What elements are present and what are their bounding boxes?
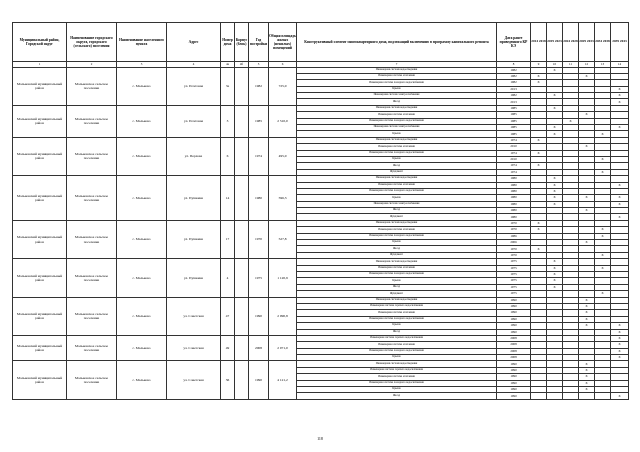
area-cell: 2 090,8: [269, 297, 297, 335]
period-mark-cell: X: [547, 265, 563, 271]
period-mark-cell: [595, 393, 611, 399]
district-cell: Мальковский муниципальный район: [13, 105, 67, 137]
column-number: 4а: [221, 62, 235, 68]
column-number: 13: [595, 62, 611, 68]
previous-repair-cell: 1974: [497, 169, 531, 175]
previous-repair-cell: 1974: [497, 150, 531, 156]
previous-repair-cell: 1985: [497, 125, 531, 131]
district-cell: Мальковский муниципальный район: [13, 67, 67, 105]
period-mark-cell: X: [595, 131, 611, 137]
period-mark-cell: X: [563, 118, 579, 124]
previous-repair-cell: 1975: [497, 291, 531, 297]
locality-cell: с. Мальково: [117, 176, 167, 221]
previous-repair-cell: 1980: [497, 195, 531, 201]
period-mark-cell: X: [531, 150, 547, 156]
period-mark-cell: X: [611, 348, 629, 354]
period-mark-cell: X: [547, 67, 563, 73]
period-mark-cell: X: [547, 188, 563, 194]
column-number: 11: [563, 62, 579, 68]
previous-repair-cell: 2008: [497, 355, 531, 361]
element-name-cell: Инженерная система отопления: [297, 310, 497, 316]
period-mark-cell: X: [531, 73, 547, 79]
house-number-cell: 17: [221, 220, 235, 258]
element-name-cell: Инженерная система водоотведения: [297, 105, 497, 111]
col-header-previous-repair: Дата ранее проведенного КР КЭ: [497, 23, 531, 62]
period-mark-cell: X: [595, 227, 611, 233]
period-mark-cell: X: [547, 201, 563, 207]
period-mark-cell: X: [531, 220, 547, 226]
element-name-cell: Фасад: [297, 246, 497, 252]
previous-repair-cell: 2010: [497, 144, 531, 150]
element-name-cell: Фасад: [297, 163, 497, 169]
column-number: 2: [67, 62, 117, 68]
col-header-period-2039-2043: 2039 2043: [611, 23, 629, 62]
col-header-period-2024-2028: 2024 2028: [563, 23, 579, 62]
district-cell: Мальковский муниципальный район: [13, 259, 67, 297]
period-mark-cell: X: [595, 233, 611, 239]
period-mark-cell: X: [595, 291, 611, 297]
street-cell: ул. Пушкина: [167, 176, 221, 221]
col-header-build-year: Год постройки: [249, 23, 269, 62]
locality-cell: с. Мальково: [117, 297, 167, 335]
previous-repair-cell: 1990: [497, 393, 531, 399]
period-mark-cell: X: [531, 227, 547, 233]
header-row: [13, 23, 629, 62]
period-mark-cell: X: [579, 316, 595, 322]
period-mark-cell: X: [547, 182, 563, 188]
element-name-cell: Инженерная система горячего водоснабжения: [297, 367, 497, 373]
element-name-cell: Инженерная система холодного водоснабжения: [297, 150, 497, 156]
previous-repair-cell: 1985: [497, 105, 531, 111]
settlement-cell: Мальковское сельское поселение: [67, 259, 117, 297]
element-name-cell: Фундамент: [297, 252, 497, 258]
build-year-cell: 1980: [249, 176, 269, 221]
element-name-cell: Крыша: [297, 323, 497, 329]
house-number-cell: 47: [221, 297, 235, 335]
period-mark-cell: X: [579, 112, 595, 118]
col-header-area: Общая площадь жилых (нежилых) помещений: [269, 23, 297, 62]
col-header-period-2019-2023: 2019 2023: [547, 23, 563, 62]
previous-repair-cell: 1990: [497, 310, 531, 316]
street-cell: ул. Пушкина: [167, 259, 221, 297]
locality-cell: с. Мальково: [117, 361, 167, 399]
building-cell: [235, 105, 249, 137]
previous-repair-cell: 1990: [497, 329, 531, 335]
period-mark-cell: X: [547, 125, 563, 131]
period-mark-cell: X: [611, 86, 629, 92]
previous-repair-cell: 1980: [497, 188, 531, 194]
column-number: 12: [579, 62, 595, 68]
period-mark-cell: X: [611, 93, 629, 99]
period-mark-cell: X: [579, 367, 595, 373]
element-name-cell: Фасад: [297, 99, 497, 105]
element-name-cell: Инженерная система водоотведения: [297, 137, 497, 143]
locality-cell: с. Мальково: [117, 67, 167, 105]
element-name-cell: Инженерная система холодного водоснабжения: [297, 188, 497, 194]
street-cell: ул. Перхова: [167, 137, 221, 175]
element-name-cell: Инженерная система горячего водоснабжения: [297, 303, 497, 309]
previous-repair-cell: 1985: [497, 118, 531, 124]
period-mark-cell: X: [611, 323, 629, 329]
element-name-cell: Фасад: [297, 284, 497, 290]
element-name-cell: Инженерная система холодного водоснабжения: [297, 348, 497, 354]
element-name-cell: Фасад: [297, 329, 497, 335]
previous-repair-cell: 1975: [497, 278, 531, 284]
street-cell: ул. Пушкина: [167, 220, 221, 258]
street-cell: ул. Советская: [167, 297, 221, 335]
build-year-cell: 1975: [249, 259, 269, 297]
period-mark-cell: X: [579, 380, 595, 386]
house-number-cell: 6: [221, 137, 235, 175]
previous-repair-cell: 1990: [497, 380, 531, 386]
element-name-cell: Инженерная система отопления: [297, 182, 497, 188]
build-year-cell: 1974: [249, 137, 269, 175]
previous-repair-cell: 1990: [497, 367, 531, 373]
element-name-cell: Фундамент: [297, 214, 497, 220]
element-name-cell: Инженерная система отопления: [297, 374, 497, 380]
house-number-cell: 36: [221, 361, 235, 399]
page-number: 118: [317, 436, 323, 441]
element-name-cell: Инженерная система водоотведения: [297, 361, 497, 367]
building-cell: [235, 259, 249, 297]
element-name-cell: Инженерная система электроснабжения: [297, 125, 497, 131]
capital-repair-table: [12, 22, 629, 400]
col-header-locality: Наименование населенного пункта: [117, 23, 167, 62]
element-name-cell: Инженерная система отопления: [297, 342, 497, 348]
settlement-cell: Мальковское сельское поселение: [67, 67, 117, 105]
period-mark-cell: X: [579, 297, 595, 303]
period-mark-cell: X: [579, 303, 595, 309]
element-name-cell: Инженерная система водоотведения: [297, 67, 497, 73]
previous-repair-cell: 1975: [497, 284, 531, 290]
previous-repair-cell: 2006: [497, 240, 531, 246]
previous-repair-cell: 1982: [497, 67, 531, 73]
previous-repair-cell: 1970: [497, 220, 531, 226]
previous-repair-cell: 1974: [497, 137, 531, 143]
period-mark-cell: X: [579, 208, 595, 214]
locality-cell: с. Мальково: [117, 259, 167, 297]
element-name-cell: Инженерная система водоотведения: [297, 176, 497, 182]
district-cell: Мальковский муниципальный район: [13, 137, 67, 175]
previous-repair-cell: 1970: [497, 252, 531, 258]
period-mark-cell: X: [611, 355, 629, 361]
building-cell: [235, 176, 249, 221]
period-mark-cell: X: [531, 137, 547, 143]
element-name-cell: Инженерная система водоотведения: [297, 259, 497, 265]
period-mark-cell: X: [611, 329, 629, 335]
previous-repair-cell: 1980: [497, 176, 531, 182]
area-cell: 1 120,9: [269, 259, 297, 297]
element-name-cell: Инженерная система отопления: [297, 73, 497, 79]
building-cell: [235, 297, 249, 335]
previous-repair-cell: 1985: [497, 131, 531, 137]
element-name-cell: Крыша: [297, 355, 497, 361]
col-header-address: Адрес: [167, 23, 221, 62]
previous-repair-cell: 1985: [497, 112, 531, 118]
period-mark-cell: X: [579, 144, 595, 150]
build-year-cell: 1990: [249, 361, 269, 399]
table-body: [13, 67, 629, 399]
street-cell: ул. Почтовая: [167, 105, 221, 137]
house-number-cell: 3а: [221, 67, 235, 105]
previous-repair-cell: 1970: [497, 227, 531, 233]
previous-repair-cell: 1990: [497, 316, 531, 322]
street-cell: ул. Почтовая: [167, 67, 221, 105]
area-cell: 2 510,0: [269, 105, 297, 137]
previous-repair-cell: 1975: [497, 272, 531, 278]
area-cell: 4 121,2: [269, 361, 297, 399]
period-mark-cell: X: [579, 387, 595, 393]
area-cell: 2 071,0: [269, 335, 297, 361]
element-name-cell: Крыша: [297, 131, 497, 137]
element-name-cell: Крыша: [297, 86, 497, 92]
period-mark-cell: X: [595, 252, 611, 258]
settlement-cell: Мальковское сельское поселение: [67, 220, 117, 258]
previous-repair-cell: 2008: [497, 342, 531, 348]
period-mark-cell: X: [579, 374, 595, 380]
area-cell: 527,8: [269, 220, 297, 258]
district-cell: Мальковский муниципальный район: [13, 335, 67, 361]
period-mark-cell: X: [531, 246, 547, 252]
building-cell: [235, 67, 249, 105]
previous-repair-cell: 2010: [497, 156, 531, 162]
period-mark-cell: X: [579, 195, 595, 201]
period-mark-cell: X: [579, 240, 595, 246]
element-name-cell: Инженерная система холодного водоснабжения: [297, 233, 497, 239]
district-cell: Мальковский муниципальный район: [13, 361, 67, 399]
previous-repair-cell: 1975: [497, 259, 531, 265]
period-mark-cell: X: [547, 176, 563, 182]
previous-repair-cell: 1986: [497, 233, 531, 239]
house-number-cell: 3: [221, 105, 235, 137]
period-mark-cell: X: [611, 99, 629, 105]
period-mark-cell: X: [547, 105, 563, 111]
period-mark-cell: X: [579, 310, 595, 316]
element-name-cell: Крыша: [297, 278, 497, 284]
build-year-cell: 1985: [249, 105, 269, 137]
previous-repair-cell: 1980: [497, 182, 531, 188]
period-mark-cell: X: [611, 214, 629, 220]
column-number: 7: [297, 62, 497, 68]
period-mark-cell: [563, 393, 579, 399]
build-year-cell: 1970: [249, 220, 269, 258]
house-number-cell: 14: [221, 176, 235, 221]
previous-repair-cell: 1982: [497, 80, 531, 86]
element-name-cell: Фасад: [297, 208, 497, 214]
element-name-cell: Крыша: [297, 195, 497, 201]
element-name-cell: Инженерная система холодного водоснабжения: [297, 118, 497, 124]
locality-cell: с. Мальково: [117, 220, 167, 258]
period-mark-cell: X: [547, 131, 563, 137]
settlement-cell: Мальковское сельское поселение: [67, 137, 117, 175]
previous-repair-cell: 1990: [497, 323, 531, 329]
build-year-cell: 2008: [249, 335, 269, 361]
previous-repair-cell: 1990: [497, 361, 531, 367]
period-mark-cell: X: [579, 323, 595, 329]
column-number: 4: [167, 62, 221, 68]
street-cell: ул. Советская: [167, 361, 221, 399]
column-number: 5: [249, 62, 269, 68]
locality-cell: с. Мальково: [117, 137, 167, 175]
element-name-cell: Инженерная система электроснабжения: [297, 93, 497, 99]
element-name-cell: Крыша: [297, 387, 497, 393]
col-header-period-2029-2033: 2029 2033: [579, 23, 595, 62]
element-name-cell: Инженерная система отопления: [297, 144, 497, 150]
col-header-element: Конструктивный элемент многоквартирного дома, подлежащий включению в программу капитального ремонта: [297, 23, 497, 62]
settlement-cell: Мальковское сельское поселение: [67, 105, 117, 137]
previous-repair-cell: 2008: [497, 335, 531, 341]
build-year-cell: 1990: [249, 297, 269, 335]
column-number: 14: [611, 62, 629, 68]
previous-repair-cell: 1990: [497, 374, 531, 380]
previous-repair-cell: 1980: [497, 201, 531, 207]
element-name-cell: Фундамент: [297, 169, 497, 175]
build-year-cell: 1982: [249, 67, 269, 105]
district-cell: Мальковский муниципальный район: [13, 220, 67, 258]
element-name-cell: Инженерная система водоотведения: [297, 220, 497, 226]
col-header-building: Корпус (блок): [235, 23, 249, 62]
previous-repair-cell: 2013: [497, 86, 531, 92]
building-cell: [235, 137, 249, 175]
building-cell: [235, 361, 249, 399]
element-name-cell: Фасад: [297, 393, 497, 399]
element-name-cell: Инженерная система электроснабжения: [297, 201, 497, 207]
area-cell: 596,3: [269, 176, 297, 221]
element-name-cell: Инженерная система отопления: [297, 227, 497, 233]
column-number: 9: [531, 62, 547, 68]
element-name-cell: Крыша: [297, 156, 497, 162]
settlement-cell: Мальковское сельское поселение: [67, 335, 117, 361]
period-mark-cell: X: [547, 195, 563, 201]
period-mark-cell: X: [547, 259, 563, 265]
element-name-cell: Инженерная система холодного водоснабжения: [297, 380, 497, 386]
period-mark-cell: X: [611, 342, 629, 348]
previous-repair-cell: 1990: [497, 297, 531, 303]
column-number: 10: [547, 62, 563, 68]
previous-repair-cell: 2008: [497, 348, 531, 354]
previous-repair-cell: 1974: [497, 163, 531, 169]
col-header-period-2034-2038: 2034 2038: [595, 23, 611, 62]
building-cell: [235, 335, 249, 361]
previous-repair-cell: 1982: [497, 73, 531, 79]
previous-repair-cell: 2013: [497, 99, 531, 105]
district-cell: Мальковский муниципальный район: [13, 297, 67, 335]
house-number-cell: 4: [221, 259, 235, 297]
period-mark-cell: [579, 393, 595, 399]
element-name-cell: Инженерная система холодного водоснабжения: [297, 80, 497, 86]
locality-cell: с. Мальково: [117, 335, 167, 361]
period-mark-cell: X: [595, 156, 611, 162]
element-name-cell: Инженерная система отопления: [297, 112, 497, 118]
col-header-settlement: Наименование городского округа, городского (сельского) поселения: [67, 23, 117, 62]
house-number-cell: 49: [221, 335, 235, 361]
period-mark-cell: X: [611, 125, 629, 131]
settlement-cell: Мальковское сельское поселение: [67, 361, 117, 399]
element-name-cell: Инженерная система горячего водоснабжения: [297, 335, 497, 341]
column-number: 1: [13, 62, 67, 68]
previous-repair-cell: 1980: [497, 208, 531, 214]
element-name-cell: Фундамент: [297, 291, 497, 297]
element-name-cell: Инженерная система отопления: [297, 265, 497, 271]
col-header-period-2014-2018: 2014 2018: [531, 23, 547, 62]
period-mark-cell: [547, 393, 563, 399]
period-mark-cell: X: [531, 163, 547, 169]
column-number: 4б: [235, 62, 249, 68]
element-name-cell: Инженерная система водоотведения: [297, 297, 497, 303]
previous-repair-cell: 1975: [497, 265, 531, 271]
period-mark-cell: X: [547, 93, 563, 99]
period-mark-cell: X: [595, 169, 611, 175]
column-number: 8: [497, 62, 531, 68]
element-name-cell: Крыша: [297, 240, 497, 246]
settlement-cell: Мальковское сельское поселение: [67, 297, 117, 335]
previous-repair-cell: 1980: [497, 214, 531, 220]
period-mark-cell: [531, 393, 547, 399]
locality-cell: с. Мальково: [117, 105, 167, 137]
col-header-house-number: Номер дома: [221, 23, 235, 62]
settlement-cell: Мальковское сельское поселение: [67, 176, 117, 221]
period-mark-cell: X: [611, 393, 629, 399]
period-mark-cell: X: [611, 201, 629, 207]
period-mark-cell: X: [547, 284, 563, 290]
previous-repair-cell: 1990: [497, 387, 531, 393]
period-mark-cell: X: [579, 73, 595, 79]
building-cell: [235, 220, 249, 258]
previous-repair-cell: 1982: [497, 93, 531, 99]
area-cell: 495,0: [269, 137, 297, 175]
area-cell: 725,0: [269, 67, 297, 105]
period-mark-cell: X: [579, 361, 595, 367]
previous-repair-cell: 1970: [497, 246, 531, 252]
column-number: 3: [117, 62, 167, 68]
period-mark-cell: X: [547, 272, 563, 278]
column-number: 6: [269, 62, 297, 68]
period-mark-cell: X: [611, 195, 629, 201]
period-mark-cell: X: [595, 265, 611, 271]
period-mark-cell: X: [611, 182, 629, 188]
element-name-cell: Инженерная система холодного водоснабжения: [297, 272, 497, 278]
period-mark-cell: X: [611, 335, 629, 341]
district-cell: Мальковский муниципальный район: [13, 176, 67, 221]
street-cell: ул. Советская: [167, 335, 221, 361]
period-mark-cell: X: [531, 80, 547, 86]
previous-repair-cell: 1990: [497, 303, 531, 309]
col-header-district: Муниципальный район, Городской округ: [13, 23, 67, 62]
element-name-cell: Инженерная система холодного водоснабжения: [297, 316, 497, 322]
period-mark-cell: X: [547, 278, 563, 284]
